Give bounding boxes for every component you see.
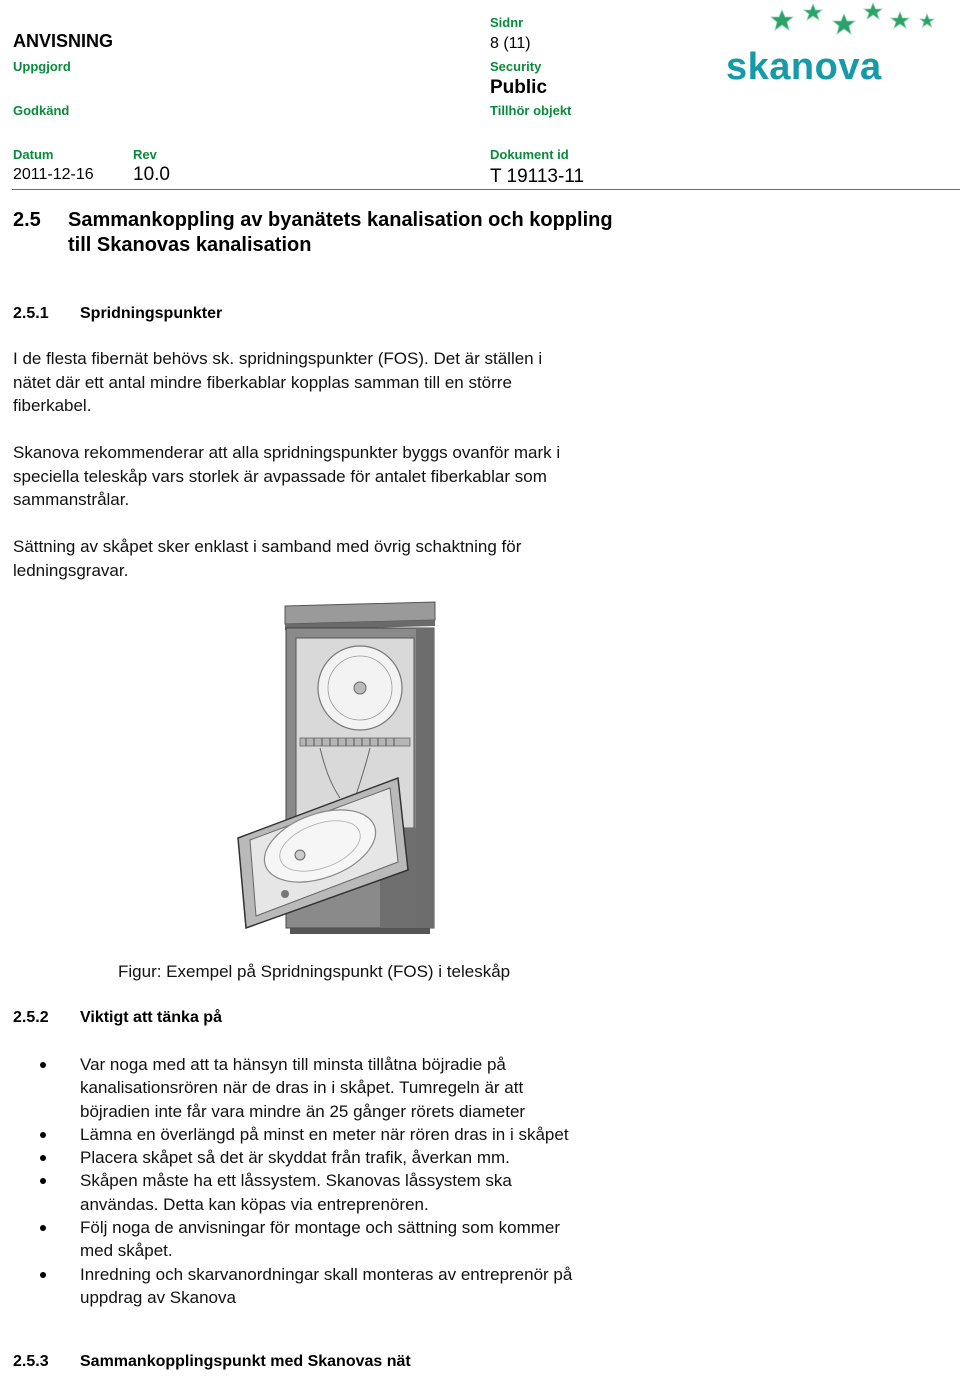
security-label: Security (490, 59, 542, 74)
paragraph-2-line: speciella teleskåp vars storlek är avpassade för antalet fiberkablar som (13, 466, 547, 486)
bullet-icon (40, 1272, 46, 1278)
section-2-5-1-number: 2.5.1 (13, 305, 49, 322)
list-item-line: kanalisationsrören när de dras in i skåpet. Tumregeln är att (80, 1078, 524, 1098)
list-item-line: Skåpen måste ha ett låssystem. Skanovas låssystem ska (80, 1171, 512, 1191)
section-2-5-title-line2: till Skanovas kanalisation (68, 234, 312, 256)
list-item (40, 1053, 680, 1123)
list-item-line: Inredning och skarvanordningar skall monteras av entreprenör på (80, 1264, 573, 1284)
sidnr-label: Sidnr (490, 15, 524, 30)
section-2-5-number: 2.5 (13, 209, 41, 231)
dokument-id-value: T 19113-11 (490, 166, 585, 187)
considerations-list (40, 1053, 680, 1309)
bullet-icon (40, 1132, 46, 1138)
paragraph-1-line: I de flesta fibernät behövs sk. spridningspunkter (FOS). Det är ställen i (13, 349, 543, 368)
list-item (40, 1263, 680, 1310)
section-2-5-3-number: 2.5.3 (13, 1353, 49, 1370)
list-item (40, 1216, 680, 1263)
paragraph-1 (13, 347, 713, 418)
datum-value: 2011-12-16 (13, 166, 94, 183)
paragraph-1-line: nätet där ett antal mindre fiberkablar kopplas samman till en större (13, 372, 512, 392)
bullet-icon (40, 1178, 46, 1184)
paragraph-1-line: fiberkabel. (13, 396, 92, 415)
dokument-id-label: Dokument id (490, 147, 569, 162)
paragraph-2-line: sammanstrålar. (13, 490, 130, 509)
list-item-line: uppdrag av Skanova (80, 1287, 236, 1307)
paragraph-3-line: ledningsgravar. (13, 560, 129, 580)
section-2-5-2-number: 2.5.2 (13, 1009, 49, 1026)
list-item-line: Var noga med att ta hänsyn till minsta tillåtna böjradie på (80, 1055, 506, 1074)
godkand-label: Godkänd (13, 103, 70, 118)
sidnr-value: 8 (11) (490, 35, 531, 52)
figure-cabinet-image (230, 598, 440, 943)
bullet-icon (40, 1155, 46, 1161)
datum-label: Datum (13, 147, 54, 162)
section-2-5-title-line1: Sammankoppling av byanätets kanalisation och koppling (68, 209, 613, 231)
section-2-5-3-title: Sammankopplingspunkt med Skanovas nät (80, 1353, 411, 1370)
header-divider (12, 189, 960, 190)
list-item-line: med skåpet. (80, 1241, 173, 1261)
list-item (40, 1169, 680, 1216)
rev-label: Rev (133, 147, 157, 162)
paragraph-2 (13, 441, 713, 512)
list-item-line: böjradien inte får vara mindre än 25 gånger rörets diameter (80, 1101, 526, 1121)
tillhor-objekt-label: Tillhör objekt (490, 103, 572, 118)
paragraph-3 (13, 535, 713, 582)
paragraph-3-line: Sättning av skåpet sker enklast i samband med övrig schaktning för (13, 537, 522, 556)
list-item-line: Följ noga de anvisningar för montage och sättning som kommer (80, 1218, 561, 1238)
bullet-icon (40, 1225, 46, 1231)
paragraph-2-line: Skanova rekommenderar att alla spridningspunkter byggs ovanför mark i (13, 443, 561, 462)
list-item-line: Lämna en överlängd på minst en meter när rören dras in i skåpet (80, 1124, 569, 1144)
figure-caption: Figur: Exempel på Spridningspunkt (FOS) i teleskåp (118, 962, 511, 981)
logo-text: skanova (726, 46, 882, 88)
doc-type: ANVISNING (13, 31, 114, 51)
uppgjord-label: Uppgjord (13, 59, 71, 74)
bullet-icon (40, 1062, 46, 1068)
section-2-5-2-title: Viktigt att tänka på (80, 1009, 222, 1026)
list-item-line: Placera skåpet så det är skyddat från trafik, åverkan mm. (80, 1148, 510, 1168)
list-item (40, 1146, 680, 1169)
security-value: Public (490, 77, 548, 98)
rev-value: 10.0 (133, 164, 170, 185)
section-2-5-1-title: Spridningspunkter (80, 305, 223, 322)
section-2-5-title (68, 208, 613, 258)
telecom-cabinet-illustration (230, 598, 440, 943)
skanova-logo (720, 0, 945, 90)
list-item-line: användas. Detta kan köpas via entreprenören. (80, 1194, 429, 1214)
list-item (40, 1123, 680, 1146)
